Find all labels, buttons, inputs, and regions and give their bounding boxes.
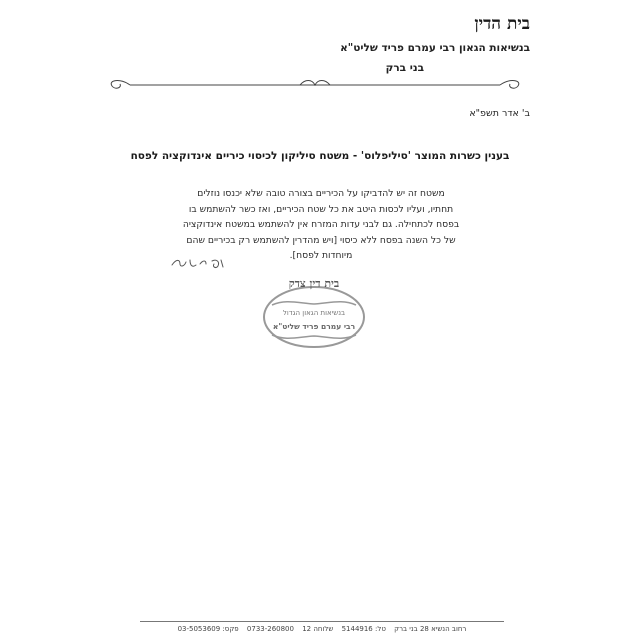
body-line: בפסח לכתחילה. גם לבני עדות המזרח אין להשתמש במשטח אינדוקציה [182,219,460,230]
letter-body [146,186,496,264]
svg-text:בנשיאות הגאון הגדול: בנשיאות הגאון הגדול [282,309,346,317]
body-line: משטח זה יש להדביקו על הכיריים בצורה טובה שלא יכנסו נוזלים [197,188,445,199]
letterhead-footer [140,625,504,633]
svg-text:בית דין צדק: בית דין צדק [288,277,340,290]
footer-address: רחוב הנשיא 28 בני ברק [394,625,467,633]
beit-din-subtitle: בנשיאות הגאון רבי עמרם פריד שליט"א [340,42,530,54]
body-line: תחתיו, ועליו לכסות היטב את כל שטח הכיריים, ואז כשר להשתמש בו [188,203,454,215]
footer-phone: טל: 5144916 [341,625,386,633]
beit-din-title: בית הדין [474,14,530,34]
footer-fax: פקס: 03-5053609 [177,625,239,633]
footer-extension: שלוחה 12 [302,625,334,633]
beit-din-stamp [258,277,370,353]
footer-cell: 0733-260800 [246,625,294,633]
beit-din-city: בני ברק [385,62,424,74]
svg-text:רבי עמרם פריד שליט"א: רבי עמרם פריד שליט"א [272,322,356,331]
handwritten-signature [168,255,228,271]
body-line: מיוחדות לפסח]. [289,250,353,261]
footer-divider [140,621,504,622]
letter-subject: בענין כשרות המוצר 'סיליפלוס' - משטח סיליקון לכיסוי כיריים אינדוקציה לפסח [130,150,510,162]
ornamental-divider [100,76,530,94]
body-line: של כל השנה בפסח ללא כיסוי [ויש מהדרין להשתמש רק בכיריים שהם [186,234,456,246]
letter-date: ב' אדר תשפ"א [469,108,530,119]
